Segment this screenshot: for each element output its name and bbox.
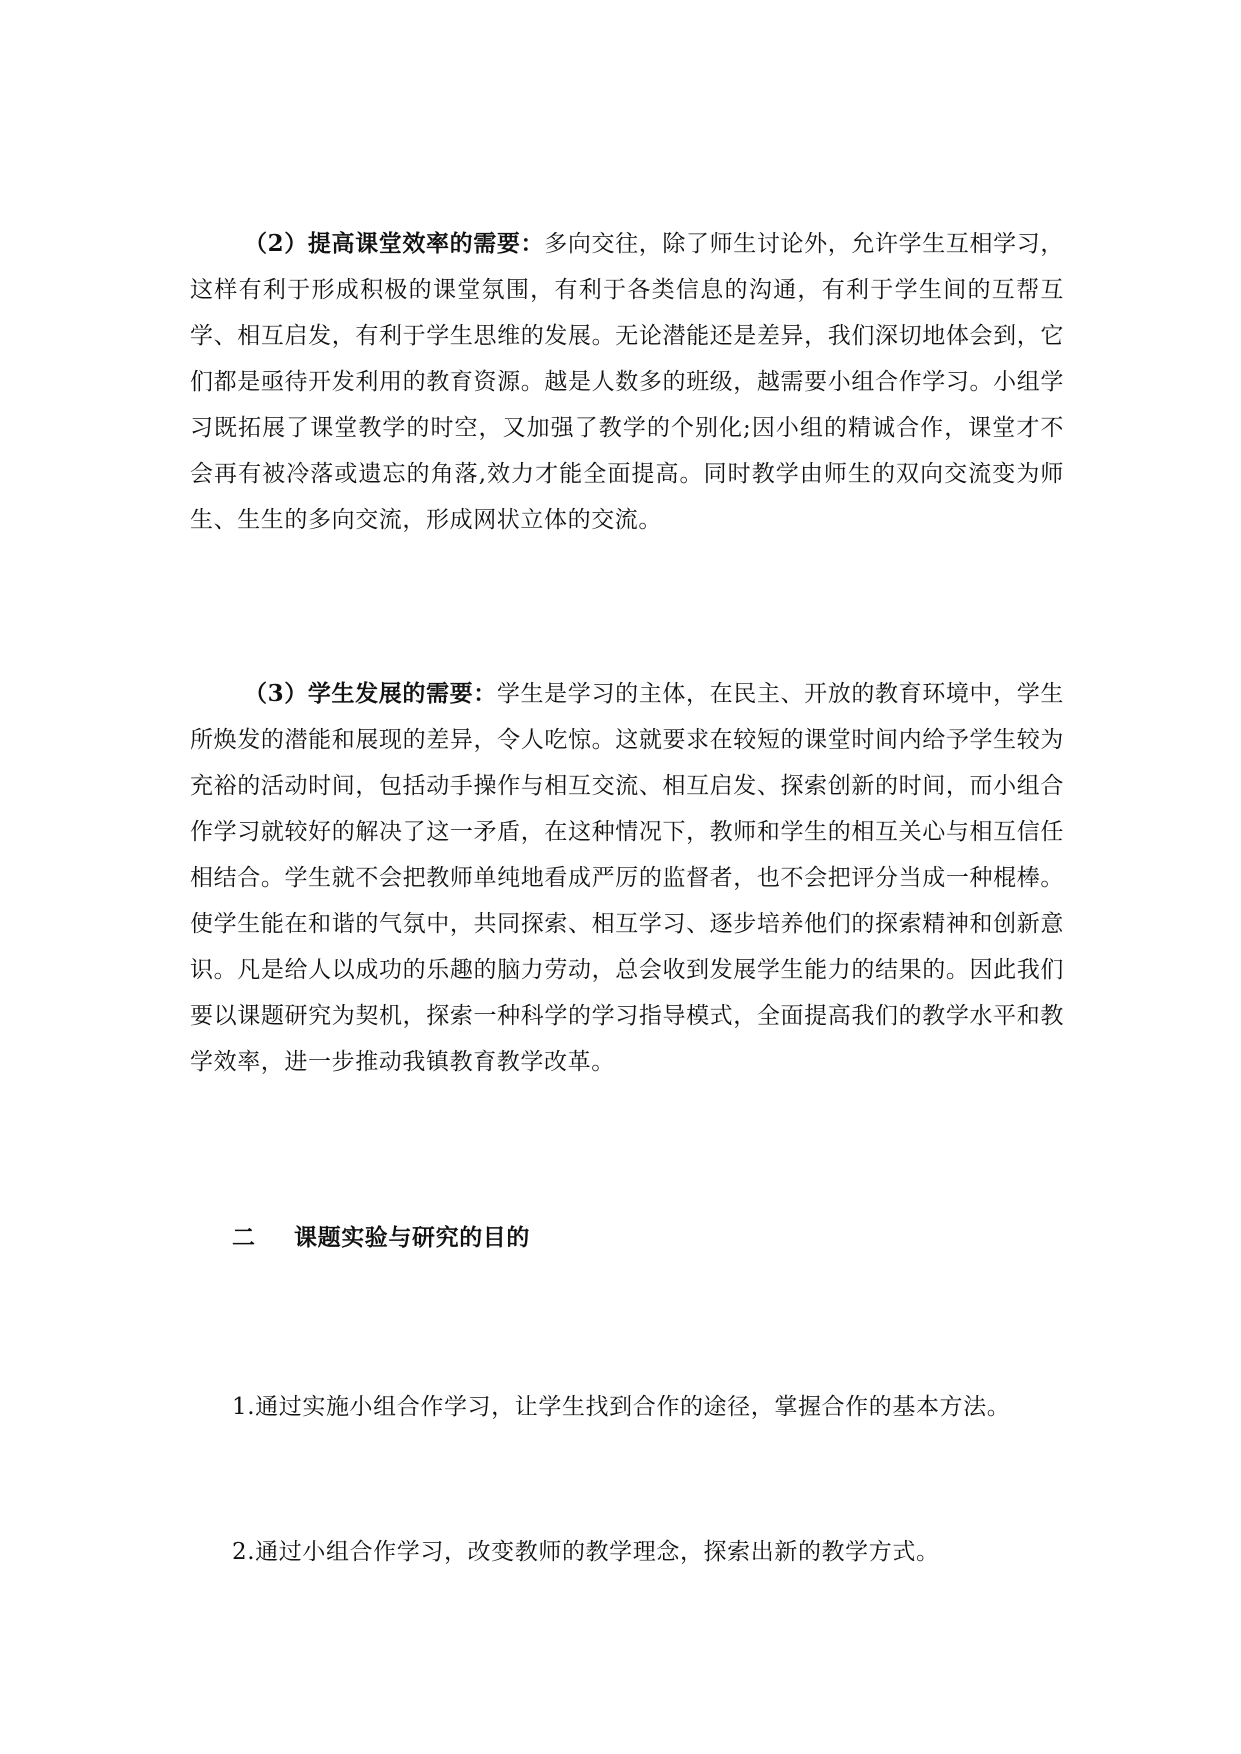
paragraph-text: 学生是学习的主体，在民主、开放的教育环境中，学生所焕发的潜能和展现的差异，令人吃惊。这就要求在较短的课堂时间内给予学生较为充裕的活动时间，包括动手操作与相互交流、相互启发、探索创新的时间，而小组合作学习就较好的解决了这一矛盾，在这种情况下，教师和学生的相互关心与相互信任相结合。学生就不会把教师单纯地看成严厉的监督者，也不会把评分当成一种棍棒。使学生能在和谐的气氛中，共同探索、相互学习、逐步培养他们的探索精神和创新意识。凡是给人以成功的乐趣的脑力劳动，总会收到发展学生能力的结果的。因此我们要以课题研究为契机，探索一种科学的学习指导模式，全面提高我们的教学水平和教学效率，进一步推动我镇教育教学改革。	[190, 681, 1064, 1075]
paragraph-text: 多向交往，除了师生讨论外，允许学生互相学习，这样有利于形成积极的课堂氛围，有利于各类信息的沟通，有利于学生间的互帮互学、相互启发，有利于学生思维的发展。无论潜能还是差异，我们深切地体会到，它们都是亟待开发利用的教育资源。越是人数多的班级，越需要小组合作学习。小组学习既拓展了课堂教学的时空，又加强了教学的个别化;因小组的精诚合作，课堂才不会再有被冷落或遗忘的角落,效力才能全面提高。同时教学由师生的双向交流变为师生、生生的多向交流，形成网状立体的交流。	[190, 231, 1064, 533]
paragraph-student-development	[190, 671, 1064, 1085]
list-item: 2.通过小组合作学习，改变教师的教学理念，探索出新的教学方式。	[232, 1539, 940, 1565]
section-title: 课题实验与研究的目的	[294, 1225, 530, 1251]
paragraph-classroom-efficiency	[190, 221, 1064, 543]
list-item: 1.通过实施小组合作学习，让学生找到合作的途径，掌握合作的基本方法。	[232, 1394, 1011, 1420]
paragraph-label: （3）学生发展的需要：	[244, 680, 497, 707]
paragraph-label: （2）提高课堂效率的需要：	[244, 230, 545, 257]
section-heading	[232, 1218, 530, 1258]
section-number: 二	[232, 1225, 256, 1251]
